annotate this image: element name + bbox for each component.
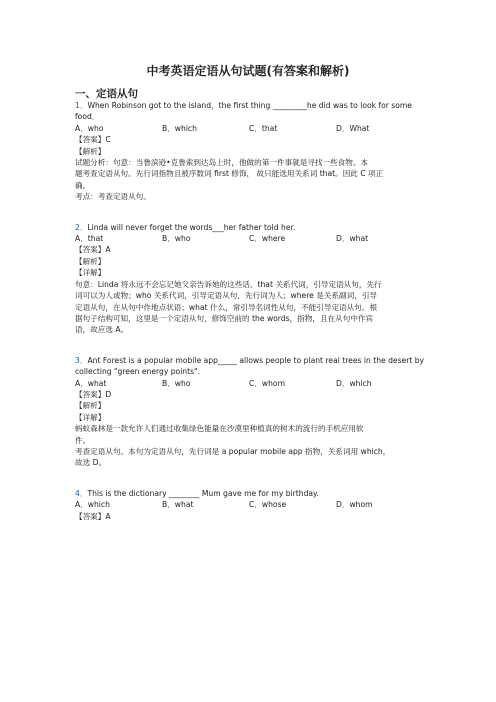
question-number: 2． [75, 222, 88, 232]
answer-line: 【答案】A [75, 245, 111, 255]
spacer [75, 336, 427, 355]
explanation-line: 据句子结构可知，这里是一个定语从句，修饰空前的 the words，指物，且在从句中作宾 [75, 313, 374, 323]
explanation-line: 定语从句，在从句中作地点状语；what 什么，常引导名词性从句，不能引导定语从句。根 [75, 302, 378, 312]
explanation-line: 语，故应选 A。 [75, 325, 129, 335]
option-d: D．What [336, 123, 370, 133]
answer-line: 【答案】D [75, 389, 112, 399]
explanation-line: 故选 D。 [75, 458, 107, 468]
option-c: C．whom [249, 378, 285, 388]
option-c: C．where [249, 234, 286, 244]
question-stem-line: When Robinson got to the island，the first thing _________he did was to look for some [87, 101, 412, 110]
explanation-line: 考查定语从句。本句为定语从句，先行词是 a popular mobile app 指物，关系词用 which， [75, 446, 391, 456]
question-stem-line: Ant Forest is a popular mobile app_____ allows people to plant real trees in the desert by [87, 355, 425, 365]
option-b: B．who [162, 234, 191, 244]
question-stem-line: food． [75, 112, 100, 122]
options-row [75, 378, 427, 389]
option-c: C．whose [249, 500, 287, 510]
options-row [75, 233, 427, 244]
option-b: B．who [162, 378, 191, 388]
option-a: A．which [75, 500, 110, 510]
analysis-label: 【解析】 [75, 401, 106, 411]
option-d: D．what [336, 234, 369, 244]
option-c: C．that [249, 123, 278, 133]
question-2 [75, 222, 427, 336]
question-number: 1． [75, 101, 88, 110]
document-title: 中考英语定语从句试题(有答案和解析) [146, 64, 350, 78]
explanation-line: 题考查定语从句。先行词指物且被序数词 first 修饰， 故只能选用关系词 that。因此 C 项正 [75, 169, 384, 179]
spacer [75, 203, 427, 222]
option-b: B．which [162, 123, 197, 133]
question-stem [75, 100, 427, 111]
question-4 [75, 488, 427, 522]
explanation-line: 蚂蚁森林是一款允许人们通过收集绿色能量在沙漠里种植真的树木的流行的手机应用软 [75, 424, 364, 434]
options-row [75, 123, 427, 134]
question-1 [75, 100, 427, 203]
answer-line: 【答案】C [75, 135, 111, 145]
analysis-label: 【解析】 [75, 256, 106, 266]
question-stem-line: Linda will never forget the words___her father told her. [87, 222, 296, 232]
explanation-line: 试题分析：句意：当鲁滨逊•克鲁索到达岛上时，他做的第一件事就是寻找一些食物。本 [75, 158, 369, 168]
question-stem-line: collecting "green energy points". [75, 367, 200, 377]
option-d: D．whom [336, 500, 373, 510]
option-b: B．what [162, 500, 194, 510]
section-heading: 一、定语从句 [75, 88, 138, 100]
option-a: A．who [75, 123, 104, 133]
question-stem-line: This is the dictionary ________ Mum gave me for my birthday. [87, 488, 319, 498]
document-body [75, 100, 427, 522]
explanation-line: 件。 [75, 435, 91, 445]
detail-label: 【详解】 [75, 268, 106, 278]
explanation-line: 考点：考查定语从句。 [75, 192, 151, 202]
explanation-line: 确。 [75, 180, 91, 190]
option-d: D．which [336, 378, 372, 388]
question-stem [75, 488, 427, 499]
question-number: 3． [75, 355, 88, 365]
analysis-label: 【解析】 [75, 146, 106, 156]
options-row [75, 499, 427, 510]
option-a: A．that [75, 234, 104, 244]
question-number: 4． [75, 488, 88, 498]
detail-label: 【详解】 [75, 412, 106, 422]
explanation-line: 词可以为人或物；who 关系代词，引导定语从句，先行词为人；where 是关系副词，引导 [75, 291, 378, 301]
question-stem [75, 222, 427, 233]
spacer [75, 469, 427, 488]
option-a: A．what [75, 378, 107, 388]
question-3 [75, 355, 427, 469]
answer-line: 【答案】A [75, 511, 111, 521]
explanation-line: 句意：Linda 将永远不会忘记她父亲告诉她的这些话。that 关系代词，引导定语从句，先行 [75, 279, 382, 289]
question-stem [75, 355, 427, 366]
